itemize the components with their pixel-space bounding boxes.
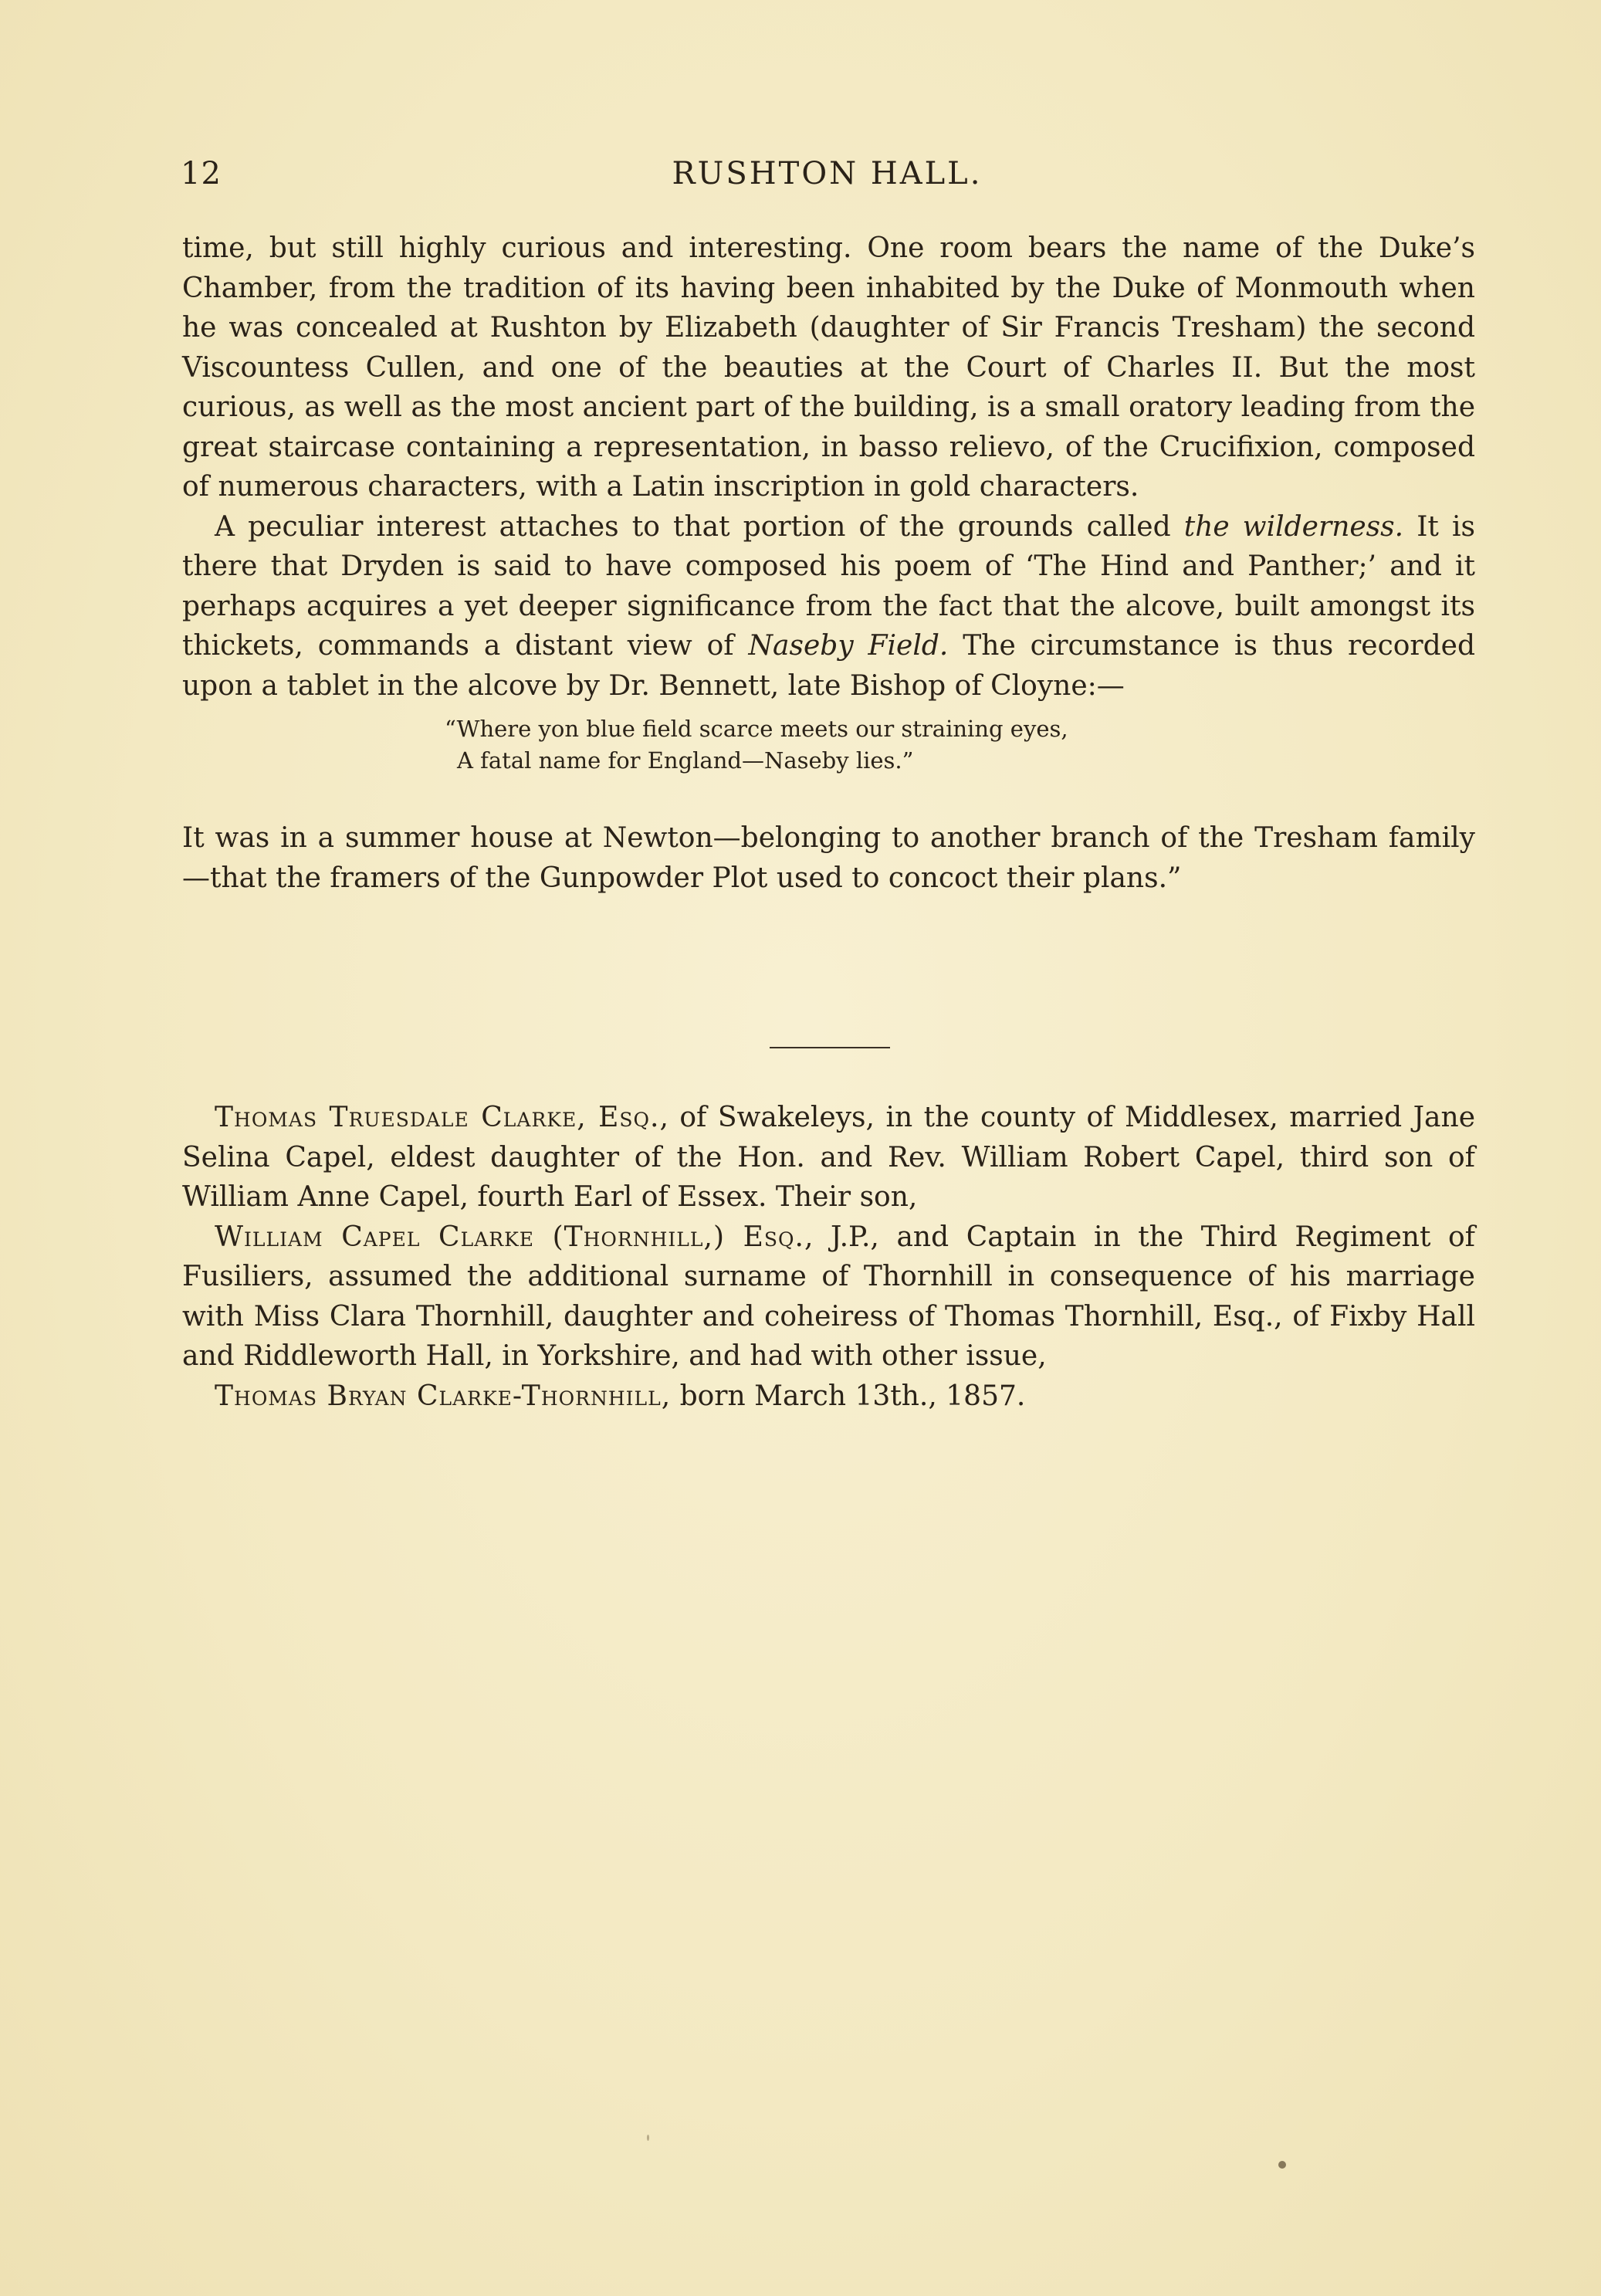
- genealogy-entry-thomas-bryan: [182, 1377, 1475, 1417]
- wilderness-text-c: The circumstance is thus recorded upon a tablet in the alcove by Dr. Bennett, late Bishop of Cloyne:—: [182, 630, 1476, 702]
- paragraph-wilderness: [182, 507, 1475, 706]
- page-number: 12: [181, 156, 222, 191]
- running-title: RUSHTON HALL.: [672, 156, 983, 191]
- paper-speck: [1278, 2161, 1286, 2169]
- person-name: Thomas Truesdale Clarke, Esq.: [215, 1102, 660, 1133]
- genealogy-entry-thomas-truesdale: [182, 1098, 1475, 1217]
- wilderness-text-b: It is there that Dryden is said to have composed his poem of ‘The Hind and Panther;’ and it perhaps acquires a yet deeper significance from the fact that the alcove, built amongst its thickets, commands a distant view of: [182, 510, 1475, 662]
- page-header: [181, 156, 1474, 202]
- paper-speck: [647, 2135, 649, 2141]
- quote-line-2: A fatal name for England—Naseby lies.”: [457, 747, 914, 774]
- entry-text: , J.P., and Captain in the Third Regiment of Fusiliers, assumed the additional surname of Thornhill in consequence of his marriage with Miss Clara Thornhill, daughter and coheiress of Thomas Thornhill, Esq., of Fixby Hall and Riddleworth Hall, in Yorkshire, and had with other issue,: [182, 1221, 1475, 1372]
- paragraph-newton: It was in a summer house at Newton—belonging to another branch of the Tresham family—that the framers of the Gunpowder Plot used to concoct their plans.”: [182, 822, 1475, 894]
- person-name: Thomas Bryan Clarke-Thornhill,: [215, 1380, 672, 1412]
- quote-line-1: “Where yon blue field scarce meets our straining eyes,: [445, 716, 1068, 742]
- genealogy-section: [182, 1098, 1475, 1416]
- spacer: [182, 777, 1475, 818]
- section-divider: [770, 1047, 890, 1048]
- genealogy-entry-william-capel: [182, 1217, 1475, 1377]
- paragraph-duke-chamber: time, but still highly curious and interesting. One room bears the name of the Duke’s Chamber, from the tradition of its having been inhabited by the Duke of Monmouth when he was concealed at Rushton by Elizabeth (daughter of Sir Francis Tresham) the second Viscountess Cullen, and one of the beauties at the Court of Charles II. But the most curious, as well as the most ancient part of the building, is a small oratory leading from the great staircase containing a representation, in basso relievo, of the Crucifixion, composed of numerous characters, with a Latin inscription in gold characters.: [182, 232, 1475, 503]
- wilderness-italic: the wilderness.: [1183, 510, 1404, 543]
- naseby-italic: Naseby Field.: [748, 630, 949, 662]
- person-name: William Capel Clarke (Thornhill,) Esq.: [215, 1221, 804, 1253]
- entry-text: born March 13th., 1857.: [671, 1380, 1026, 1412]
- entry-text: , of Swakeleys, in the county of Middlesex, married Jane Selina Capel, eldest daughter of the Hon. and Rev. William Robert Capel, third son of William Anne Capel, fourth Earl of Essex. Their son,: [182, 1102, 1475, 1213]
- wilderness-text-a: A peculiar interest attaches to that portion of the grounds called: [215, 510, 1171, 543]
- body-text: [182, 229, 1475, 898]
- tablet-quote: [182, 713, 1475, 777]
